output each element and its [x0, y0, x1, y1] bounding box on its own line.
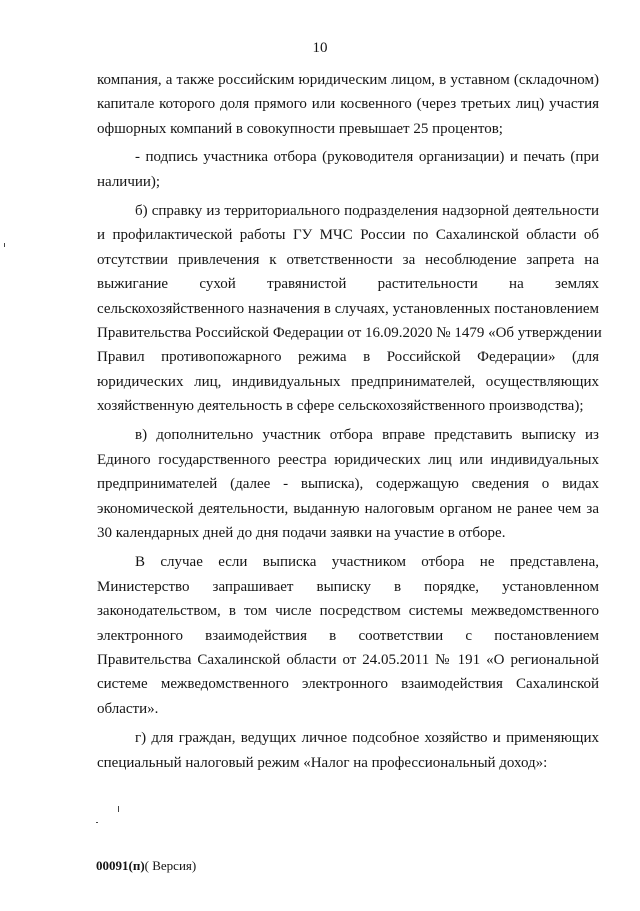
text-line: капитале которого доля прямого или косвенного (через третьих лиц) участия: [97, 96, 599, 113]
text-line: законодательством, в том числе посредством системы межведомственного: [97, 603, 599, 620]
text-line: области».: [97, 700, 159, 717]
text-line: Правительства Российской Федерации от 16.09.2020 № 1479 «Об утверждении: [97, 324, 602, 341]
text-line: компания, а также российским юридическим лицом, в уставном (складочном): [97, 72, 599, 88]
document-code-number: 00091(п): [96, 858, 145, 873]
document-code: [96, 858, 196, 874]
text-line: 30 календарных дней до дня подачи заявки на участие в отборе.: [97, 525, 506, 542]
document-body: [97, 68, 602, 775]
text-line: Министерство запрашивает выписку в порядке, установленном: [97, 578, 599, 595]
text-line: в) дополнительно участник отбора вправе представить выписку из: [135, 427, 599, 444]
scan-mark: [118, 806, 119, 812]
text-line: электронного взаимодействия в соответствии с постановлением: [97, 627, 599, 644]
text-line: В случае если выписка участником отбора не представлена,: [135, 554, 599, 571]
text-line: и профилактической работы ГУ МЧС России по Сахалинской области об: [97, 227, 599, 244]
text-line: юридических лиц, индивидуальных предпринимателей, осуществляющих: [97, 373, 599, 390]
document-code-version: ( Версия): [144, 858, 197, 873]
text-line: выжигание сухой травянистой растительности на землях: [97, 276, 599, 293]
text-line: г) для граждан, ведущих личное подсобное хозяйство и применяющих: [135, 730, 599, 747]
page-number: 10: [312, 40, 328, 56]
text-line: системе межведомственного электронного взаимодействия Сахалинской: [97, 676, 599, 693]
text-line: Правительства Сахалинской области от 24.05.2011 № 191 «О региональной: [97, 651, 599, 668]
text-line: офшорных компаний в совокупности превышает 25 процентов;: [97, 120, 503, 137]
text-line: предпринимателей (далее - выписка), содержащую сведения о видах: [97, 476, 599, 493]
text-line: б) справку из территориального подразделения надзорной деятельности: [135, 202, 599, 219]
text-line: хозяйственную деятельность в сфере сельскохозяйственного производства);: [97, 398, 584, 415]
scan-mark: [4, 243, 5, 247]
text-line: Единого государственного реестра юридических лиц или индивидуальных: [97, 451, 599, 468]
text-line: наличии);: [97, 173, 161, 190]
text-line: отсутствии привлечения к ответственности за несоблюдение запрета на: [97, 251, 599, 268]
text-line: сельскохозяйственного назначения в случаях, установленных постановлением: [97, 300, 599, 317]
text-line: - подпись участника отбора (руководителя организации) и печать (при: [135, 149, 599, 166]
text-line: экономической деятельности, выданную налоговым органом не ранее чем за: [97, 500, 599, 517]
text-line: специальный налоговый режим «Налог на профессиональный доход»:: [97, 754, 548, 771]
scan-mark: [96, 822, 98, 823]
text-line: Правил противопожарного режима в Российской Федерации» (для: [97, 349, 599, 366]
